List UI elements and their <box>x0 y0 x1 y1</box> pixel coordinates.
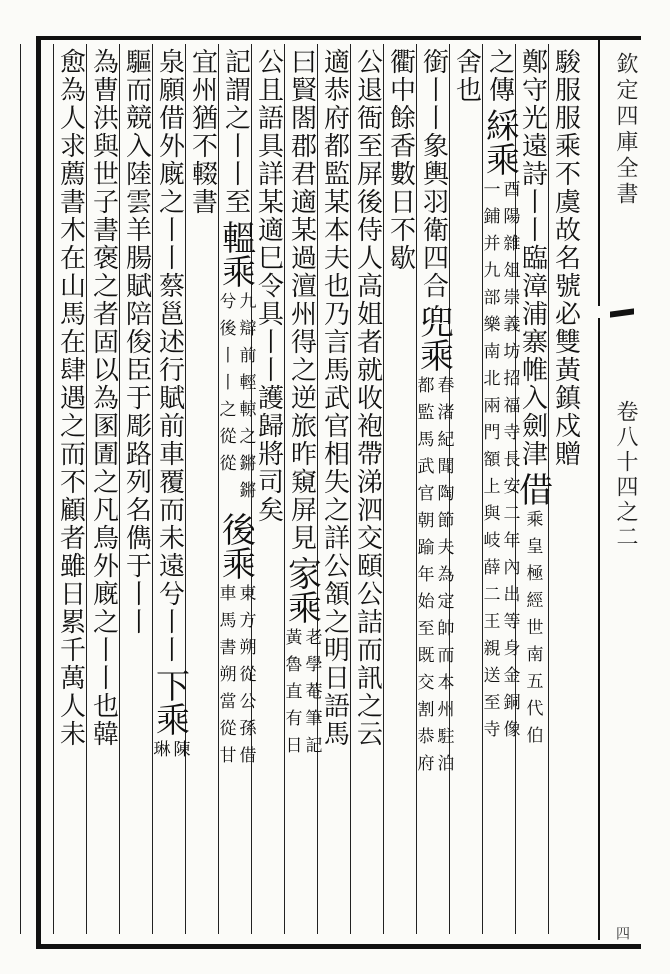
note-line: 兮後丨丨之從從 <box>215 292 236 481</box>
main-text: 之傳 <box>484 48 515 104</box>
text-column-c9 <box>281 48 322 763</box>
commentary-note <box>216 292 256 508</box>
text-column-c12 <box>186 48 219 216</box>
main-text: 公且語具詳某適巳令具丨丨護歸將司矣 <box>253 48 284 524</box>
fold-line-upper <box>598 36 600 306</box>
headword: 下乘 <box>149 668 190 736</box>
text-column-c5 <box>413 48 454 781</box>
text-column-c2 <box>512 48 553 753</box>
text-column-c13 <box>149 48 190 767</box>
note-line: 老學菴筆記 <box>301 628 322 763</box>
headword: 轀乘 <box>215 220 256 288</box>
note-line: 乘皇極經世南五代伯 <box>522 510 543 753</box>
note-line: 陳 <box>169 740 190 767</box>
main-text: 舍也 <box>451 48 482 104</box>
note-line: 春渚紀聞陶節夫為定帥而本州駐泊 <box>433 376 454 781</box>
text-column-c6 <box>384 48 417 272</box>
headword: 綵乘 <box>479 108 520 176</box>
text-column-c15 <box>87 48 120 748</box>
note-line: 琳 <box>149 740 170 767</box>
main-text: 駿服服乘不虞故名號必雙黃鎮戍贈 <box>550 48 581 468</box>
book-title-margin: 欽定四庫全書 <box>613 52 638 208</box>
column-rule <box>20 44 21 934</box>
main-text: 驅而競入陸雲羊腸賦陪俊臣于彫路列名儁于丨丨 <box>121 48 152 636</box>
text-column-c11 <box>215 48 256 773</box>
note-line: 九辯前輕輬之鏘鏘 <box>235 292 256 508</box>
main-text: 適恭府都監某本夫也乃言馬武官相失之詳公頷之明日語馬 <box>319 48 350 748</box>
text-column-c4 <box>450 48 483 104</box>
headword: 兜乘 <box>413 304 454 372</box>
main-text: 衢中餘香數日不歇 <box>385 48 416 272</box>
text-column-c1 <box>549 48 582 468</box>
note-line: 酉陽雜俎崇義坊招福寺長安二年內出等身金銅像 <box>499 180 520 747</box>
main-text: 愈為人求薦書木在山馬在肆遇之而不顧者雖日累千萬人未 <box>55 48 86 748</box>
note-line: 東方朔從公孫借 <box>235 584 256 773</box>
headword: 家乘 <box>281 556 322 624</box>
commentary-note <box>282 628 322 763</box>
main-text: 公退衙至屏後侍人高姐者就收袍帶涕泗交頤公詰而訊之云 <box>352 48 383 748</box>
commentary-note <box>523 510 543 753</box>
main-text: 曰賢閤郡君適某過澶州得之逆旅昨窺屏見 <box>286 48 317 552</box>
main-text: 鄭守光遠詩丨丨臨漳浦寨帷入劍津 <box>517 48 548 468</box>
fold-line-lower <box>598 318 600 940</box>
fishtail-mark <box>610 308 634 327</box>
commentary-note <box>150 740 190 767</box>
headword: 借 <box>512 472 553 506</box>
headword: 後乘 <box>215 512 256 580</box>
commentary-note <box>216 584 256 773</box>
main-text: 記謂之丨丨至 <box>220 48 251 216</box>
note-line: 都監馬武官朝踰年始至既交割恭府 <box>413 376 434 781</box>
note-line: 一鋪并九部樂南北兩門額上與岐薛二王親送至寺 <box>479 180 500 747</box>
text-column-c14 <box>120 48 153 636</box>
note-line: 車馬書朔當從甘 <box>215 584 236 773</box>
text-column-c10 <box>252 48 285 524</box>
text-column-c3 <box>479 48 520 747</box>
main-text: 宜州猶不輟書 <box>187 48 218 216</box>
commentary-note <box>414 376 454 781</box>
volume-label: 卷八十四之二 <box>613 400 638 550</box>
main-text: 為曹洪與世子書褒之者固以為圂圊之凡鳥外廐之丨丨也韓 <box>88 48 119 748</box>
text-column-c8 <box>318 48 351 748</box>
commentary-note <box>480 180 520 747</box>
main-text: 泉願借外廐之丨丨蔡邕述行賦前車覆而未遠兮丨丨 <box>154 48 185 664</box>
main-text: 銜丨丨象輿羽衛四合 <box>418 48 449 300</box>
folio-number: 四 <box>614 926 630 940</box>
text-column-c16 <box>54 48 87 748</box>
text-column-c7 <box>351 48 384 748</box>
note-line: 黃魯直有日 <box>281 628 302 763</box>
